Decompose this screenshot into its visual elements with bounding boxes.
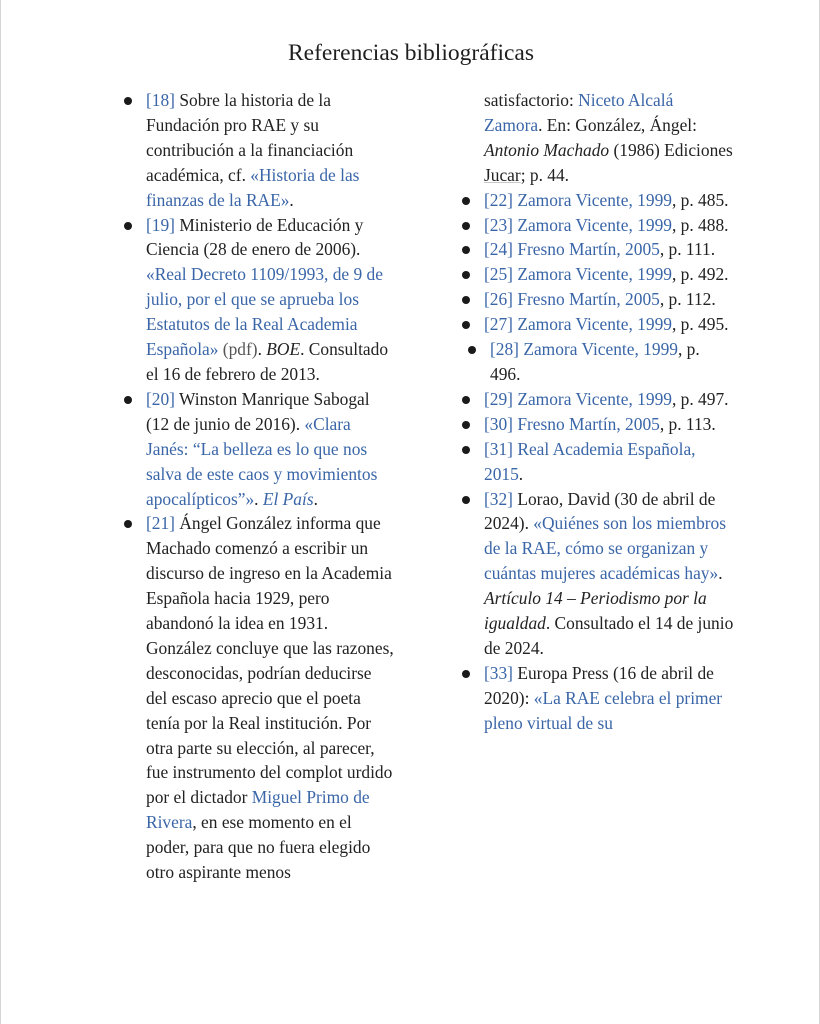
reference-item-28: [28] Zamora Vicente, 1999, p. 496. <box>484 337 734 387</box>
reference-item-22: [22] Zamora Vicente, 1999, p. 485. <box>484 188 734 213</box>
ref-32-link[interactable]: «Quiénes son los miembros de la RAE, cómo se organizan y cuántas mujeres académicas hay» <box>484 513 727 584</box>
ref-29-backlink[interactable]: [29] <box>484 388 513 409</box>
reference-item-31: [31] Real Academia Española, 2015. <box>484 437 734 487</box>
ref-25-link[interactable]: Zamora Vicente, 1999 <box>517 264 672 285</box>
reference-item-21-continued: satisfactorio: Niceto Alcalá Zamora. En: González, Ángel: Antonio Machado (1986) Ediciones Jucar; p. 44. <box>484 90 733 185</box>
ref-26-link[interactable]: Fresno Martín, 2005 <box>517 289 660 310</box>
ref-33-backlink[interactable]: [33] <box>484 662 513 683</box>
ref-22-link[interactable]: Zamora Vicente, 1999 <box>517 189 672 210</box>
reference-item-23: [23] Zamora Vicente, 1999, p. 488. <box>484 213 734 238</box>
reference-item-32: [32] Lorao, David (30 de abril de 2024). «Quiénes son los miembros de la RAE, cómo se organizan y cuántas mujeres académicas hay». Artículo 14 – Periodismo por la igualdad. Consultado el 14 de junio de 2024. <box>484 487 734 661</box>
ref-20-publication-link[interactable]: El País <box>262 488 314 509</box>
reference-item-24: [24] Fresno Martín, 2005, p. 111. <box>484 237 734 262</box>
ref-26-backlink[interactable]: [26] <box>484 289 513 310</box>
reference-item-21: [21] Ángel González informa que Machado comenzó a escribir un discurso de ingreso en la Academia Española hacia 1929, pero abandonó la idea en 1931. González concluye que las razones, desconocidas, podrían deducirse del escaso aprecio que el poeta tenía por la Real institución. Por otra parte su elección, al parecer, fue instrumento del complot urdido por el dictador Miguel Primo de Rivera, en ese momento en el poder, para que no fuera elegido otro aspirante menos <box>146 511 396 885</box>
reference-item-25: [25] Zamora Vicente, 1999, p. 492. <box>484 262 734 287</box>
reference-item-27: [27] Zamora Vicente, 1999, p. 495. <box>484 312 734 337</box>
ref-24-link[interactable]: Fresno Martín, 2005 <box>517 239 660 260</box>
ref-23-link[interactable]: Zamora Vicente, 1999 <box>517 214 672 235</box>
ref-28-link[interactable]: Zamora Vicente, 1999 <box>523 339 678 360</box>
reference-item-30: [30] Fresno Martín, 2005, p. 113. <box>484 412 734 437</box>
reference-item-29: [29] Zamora Vicente, 1999, p. 497. <box>484 387 734 412</box>
ref-23-backlink[interactable]: [23] <box>484 214 513 235</box>
references-column-left <box>146 88 396 885</box>
ref-18-backlink[interactable]: [18] <box>146 90 175 110</box>
ref-21-backlink[interactable]: [21] <box>146 513 175 534</box>
reference-item-18: [18] Sobre la historia de la Fundación pro RAE y su contribución a la financiación académica, cf. «Historia de las finanzas de la RAE». <box>146 88 396 213</box>
ref-32-backlink[interactable]: [32] <box>484 488 513 509</box>
ref-22-backlink[interactable]: [22] <box>484 189 513 210</box>
ref-30-link[interactable]: Fresno Martín, 2005 <box>517 413 660 434</box>
ref-31-link[interactable]: Real Academia Española, 2015 <box>484 438 696 484</box>
ref-29-link[interactable]: Zamora Vicente, 1999 <box>517 388 672 409</box>
ref-21-link[interactable]: Miguel Primo de Rivera <box>146 787 370 833</box>
ref-33-link[interactable]: «La RAE celebra el primer pleno virtual de su <box>484 687 723 733</box>
ref-19-link[interactable]: «Real Decreto 1109/1993, de 9 de julio, por el que se aprueba los Estatutos de la Real Academia Española» <box>146 264 383 360</box>
references-column-right <box>484 88 734 736</box>
ref-19-backlink[interactable]: [19] <box>146 214 175 235</box>
ref-21-link-2[interactable]: Niceto Alcalá Zamora <box>484 90 674 135</box>
ref-18-link[interactable]: «Historia de las finanzas de la RAE» <box>146 164 360 210</box>
ref-28-backlink[interactable]: [28] <box>490 339 519 360</box>
reference-item-20: [20] Winston Manrique Sabogal (12 de junio de 2016). «Clara Janés: “La belleza es lo que nos salva de este caos y movimientos apocalípticos”». El País. <box>146 387 396 512</box>
ref-27-link[interactable]: Zamora Vicente, 1999 <box>517 314 672 335</box>
ref-30-backlink[interactable]: [30] <box>484 413 513 434</box>
reference-item-26: [26] Fresno Martín, 2005, p. 112. <box>484 287 734 312</box>
ref-25-backlink[interactable]: [25] <box>484 264 513 285</box>
reference-item-33: [33] Europa Press (16 de abril de 2020): «La RAE celebra el primer pleno virtual de su <box>484 661 734 736</box>
page-title: Referencias bibliográficas <box>288 40 534 66</box>
reference-item-19: [19] Ministerio de Educación y Ciencia (28 de enero de 2006). «Real Decreto 1109/1993, de 9 de julio, por el que se aprueba los Estatutos de la Real Academia Española» (pdf). BOE. Consultado el 16 de febrero de 2013. <box>146 213 396 387</box>
ref-20-backlink[interactable]: [20] <box>146 388 175 409</box>
ref-24-backlink[interactable]: [24] <box>484 239 513 260</box>
ref-31-backlink[interactable]: [31] <box>484 438 513 459</box>
ref-27-backlink[interactable]: [27] <box>484 314 513 335</box>
ref-20-link[interactable]: «Clara Janés: “La belleza es lo que nos salva de este caos y movimientos apocalípticos”» <box>146 413 378 509</box>
